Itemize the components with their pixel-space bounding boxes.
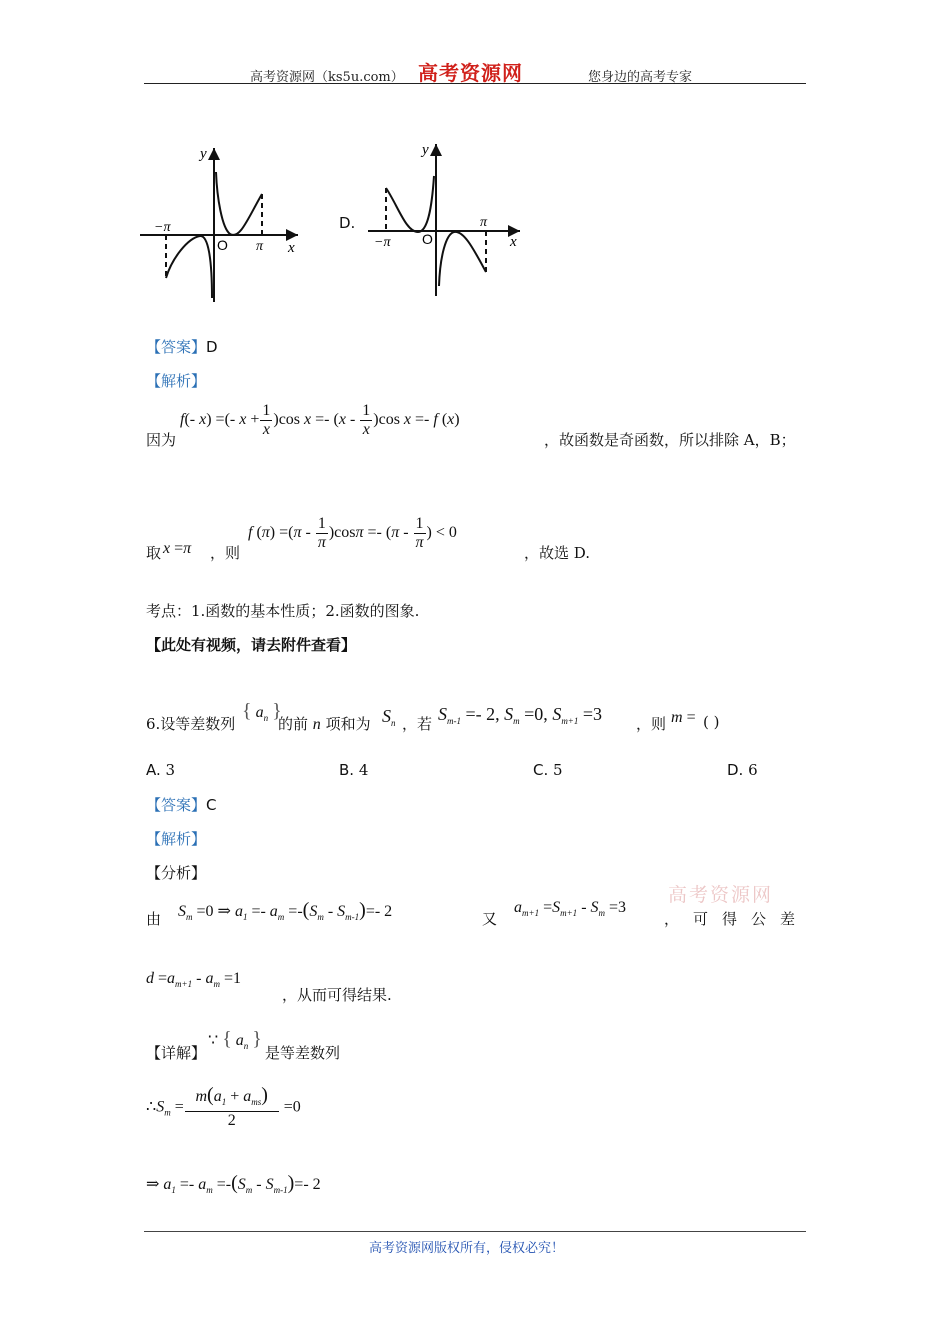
q6-detail-sum: $\therefore S_m$ = $\frac{m(a_1 + a_{ms})}{2}$ =0 [146,1084,301,1129]
q6-seq-an: { $a_n$ } [242,700,282,723]
q5-answer-line [146,336,218,357]
q6-fenxi-formula1: $S_m =0$ ⇒ $a_1 =- a_m =-(S_m - S_{m-1})=-$ 2 [178,899,393,922]
q6-option-b [339,761,368,779]
q6-fenxi-result: ，从而可得结果. [282,986,392,1004]
q5-line2-formula: f (π) =(π - $\frac{1}{\pi}$ )cosπ =- (π - $\frac{1}{\pi}$ ) < 0 [248,515,457,551]
header-rule [144,83,806,84]
q6-fenxi-kede: ，可得公差 [664,910,810,928]
q6-option-a-value: 3 [165,761,176,779]
q6-stem-n: n [312,716,321,733]
graph-d [362,136,527,300]
q5-analysis-tag: 【解析】 [146,372,207,390]
q6-option-d-value: 6 [748,761,758,779]
q5-answer-tag: 【答案】 [146,338,207,356]
q6-stem-c: 项和为 [325,715,371,733]
header-logo: 高考资源网 [418,61,523,85]
q6-sn: $S_n$ [382,706,396,728]
q5-line2-mid: ，则 [210,544,241,562]
graph-d-label: D. [339,214,356,232]
q5-answer: D [206,338,218,356]
graph-d-o: O [422,231,433,247]
q6-fenxi-again: 又 [482,910,498,928]
q5-video-note: 【此处有视频，请去附件查看】 [146,636,357,654]
q6-option-a [146,761,175,779]
q6-option-b-label: B. [339,761,355,779]
graph-c-neg-pi: −π [154,220,171,235]
q6-detail-imply: ⇒ $a_1 =- a_m =-(S_m - S_{m-1})=-$ 2 [146,1172,321,1195]
q5-line2-suffix: ，故选 D. [524,544,591,562]
graph-c-y: y [200,146,207,162]
q6-detail-tag: 【详解】 [146,1044,207,1062]
graph-d-neg-pi: −π [374,235,391,250]
q6-fenxi-formula2: $a_{m+1} =S_{m+1} - S_m =3$ [514,899,627,918]
q6-stem-a: 6.设等差数列 [146,715,236,733]
q6-answer: C [206,796,217,814]
q6-fenxi-you: 由 [146,910,162,928]
q6-option-c-value: 5 [553,761,563,779]
q6-stem-d: ，若 [402,715,433,733]
q6-stem-b [278,713,371,734]
q6-stem-e: ，则 [636,715,667,733]
graph-d-y: y [422,142,429,158]
q5-line2-prefix: 取 [146,544,162,562]
graph-c-o: O [217,237,228,253]
q6-fenxi-tag: 【分析】 [146,864,207,882]
q5-line1-formula: f(- x) =(- x + $\frac{1}{x}$ )cos x =- (x - $\frac{1}{x}$ )cos x =- f (x) [180,402,460,438]
q6-stem-f: ( ) [703,713,720,731]
graph-c-x: x [288,240,295,256]
graph-c-pi: π [256,239,264,254]
q6-option-d [727,761,758,779]
header-right: 您身边的高考专家 [588,70,693,85]
q5-kaodian: 考点：1.函数的基本性质；2.函数的图象. [146,602,420,620]
watermark: 高考资源网 [668,884,774,906]
footer-text: 高考资源网版权所有，侵权必究！ [369,1241,565,1256]
q6-condition: $S_{m-1} =- 2$, $S_m =0$, $S_{m+1} =3$ [438,704,603,726]
q5-line1-prefix: 因为 [146,431,177,449]
graph-d-pi: π [480,215,488,230]
q5-line1-suffix: ，故函数是奇函数，所以排除 A，B； [544,431,796,449]
q6-stem-b-text: 的前 [278,715,309,733]
q5-line2-x: x =π [163,540,192,557]
graph-c [140,138,310,308]
q6-m-eq: m = [671,709,696,726]
graph-d-x: x [510,234,517,250]
q6-option-c-label: C. [533,761,549,779]
q6-option-b-value: 4 [358,761,369,779]
q6-analysis-tag: 【解析】 [146,830,207,848]
q6-fenxi-d: $d =a_{m+1} - a_m =1$ [146,970,241,989]
header-left: 高考资源网（ks5u.com） [250,70,404,85]
q6-option-d-label: D. [727,761,744,779]
q6-option-c [533,761,563,779]
footer-rule [144,1231,806,1232]
q6-answer-line [146,794,217,815]
q6-answer-tag: 【答案】 [146,796,207,814]
q6-option-a-label: A. [146,761,161,779]
q6-detail-text: 是等差数列 [265,1044,341,1062]
q6-detail-because: ∵ { $a_n$ } [208,1028,262,1051]
